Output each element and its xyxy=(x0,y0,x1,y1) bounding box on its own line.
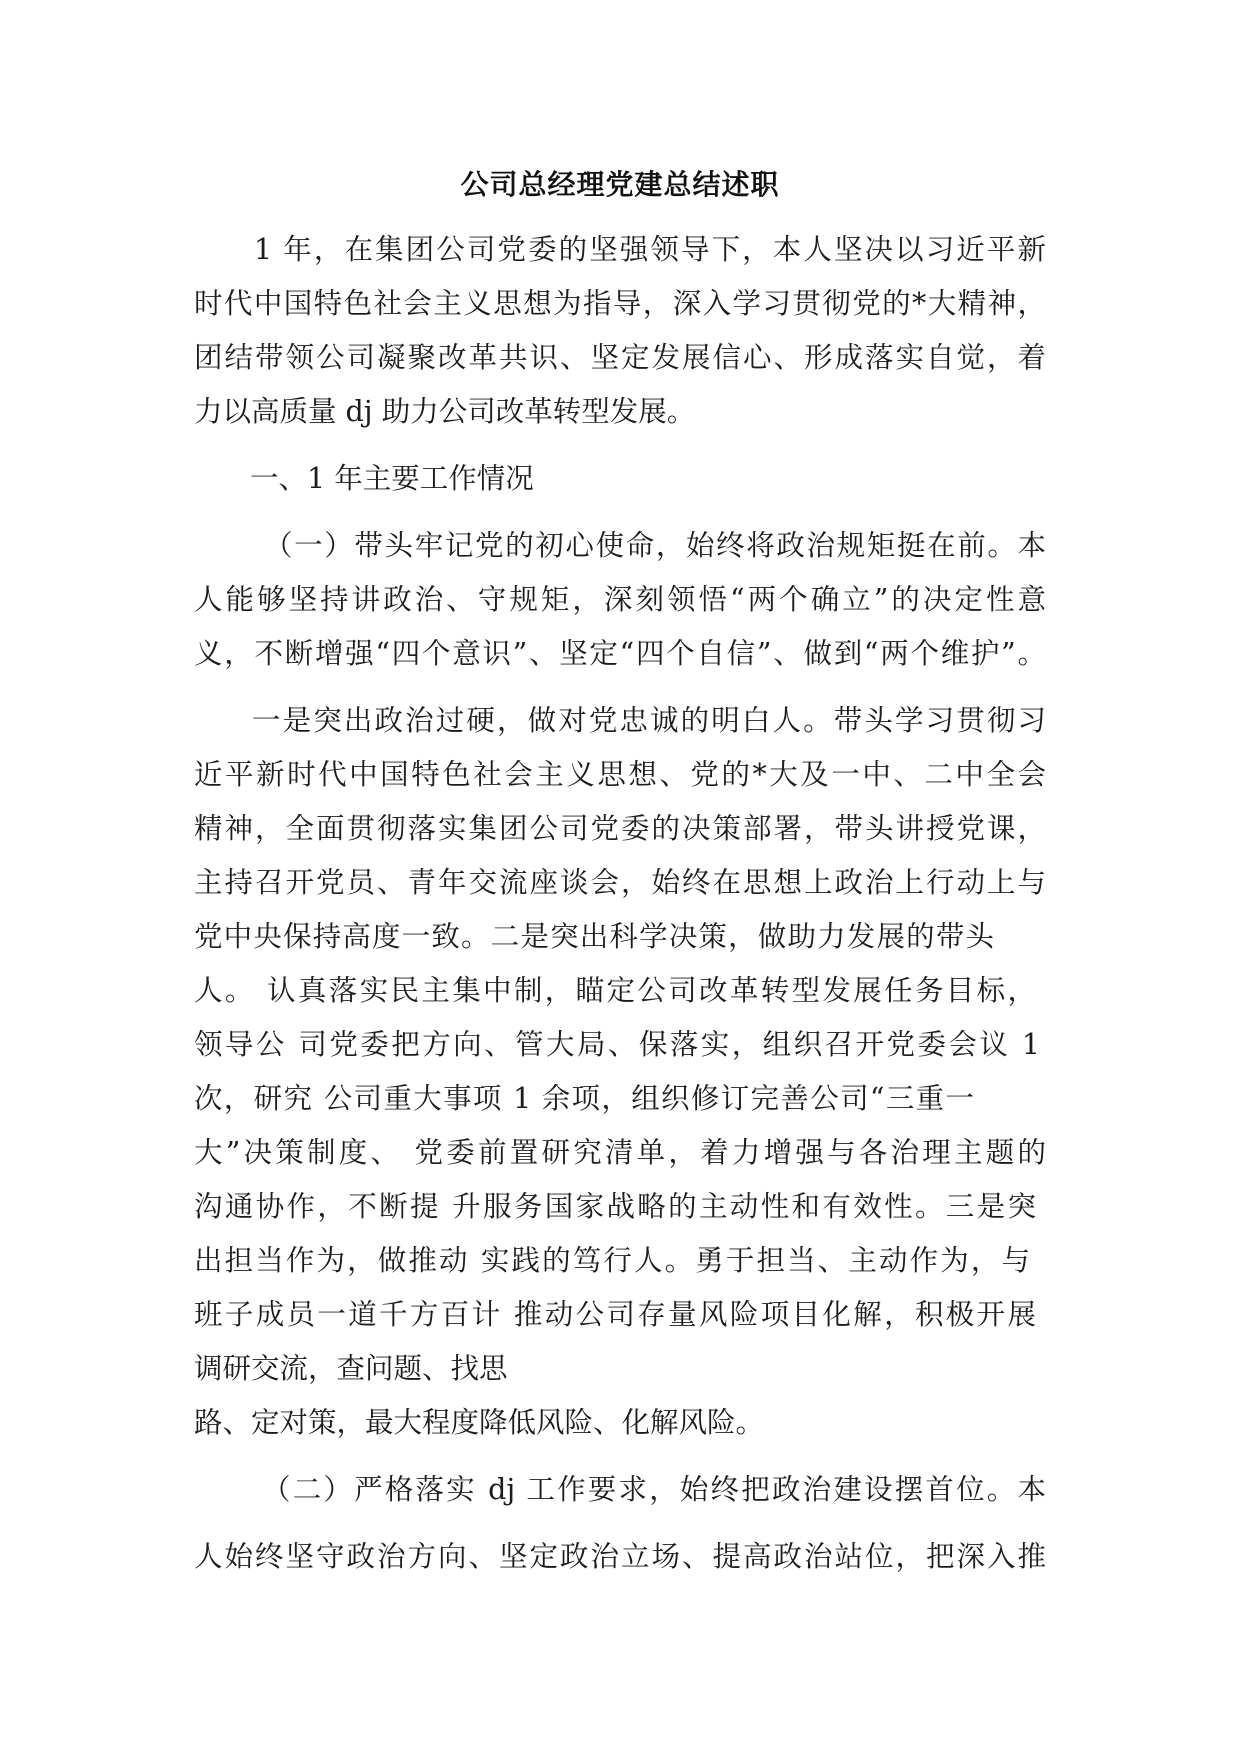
section-heading: 一、1 年主要工作情况 xyxy=(250,462,534,495)
paragraph-line: 时代中国特色社会主义思想为指导，深入学习贯彻党的*大精神， xyxy=(194,287,1046,320)
paragraph-line: 1 年，在集团公司党委的坚强领导下，本人坚决以习近平新 xyxy=(254,233,1046,266)
paragraph-line: 精神，全面贯彻落实集团公司党委的决策部署，带头讲授党课， xyxy=(194,812,1046,845)
paragraph-line: 大”决策制度、 党委前置研究清单，着力增强与各治理主题的 xyxy=(194,1136,1046,1169)
paragraph-line: 人。 认真落实民主集中制，瞄定公司改革转型发展任务目标， xyxy=(194,974,1036,1007)
paragraph-line: 力以高质量 dj 助力公司改革转型发展。 xyxy=(194,395,696,428)
paragraph-line: 领导公 司党委把方向、管大局、保落实，组织召开党委会议 1 xyxy=(194,1028,1040,1061)
paragraph-line: （一）带头牢记党的初心使命，始终将政治规矩挺在前。本 xyxy=(264,529,1046,562)
paragraph-line: 沟通协作，不断提 升服务国家战略的主动性和有效性。三是突 xyxy=(194,1190,1036,1223)
paragraph-line: 主持召开党员、青年交流座谈会，始终在思想上政治上行动上与 xyxy=(194,866,1046,899)
paragraph-line: 路、定对策，最大程度降低风险、化解风险。 xyxy=(194,1406,765,1439)
paragraph-line: 次，研究 公司重大事项 1 余项，组织修订完善公司“三重一 xyxy=(194,1082,974,1115)
paragraph-line: 近平新时代中国特色社会主义思想、党的*大及一中、二中全会 xyxy=(194,758,1046,791)
paragraph-line: 人能够坚持讲政治、守规矩，深刻领悟“两个确立”的决定性意 xyxy=(194,583,1046,616)
paragraph-line: 人始终坚守政治方向、坚定政治立场、提高政治站位，把深入推 xyxy=(194,1540,1046,1573)
document-title: 公司总经理党建总结述职 xyxy=(460,168,780,201)
paragraph-line: 义，不断增强“四个意识”、坚定“四个自信”、做到“两个维护”。 xyxy=(194,637,1046,670)
paragraph-line: 调研交流，查问题、找思 xyxy=(194,1352,508,1385)
paragraph-line: 一是突出政治过硬，做对党忠诚的明白人。带头学习贯彻习 xyxy=(252,704,1046,737)
paragraph-line: （二）严格落实 dj 工作要求，始终把政治建设摆首位。本 xyxy=(262,1473,1046,1506)
paragraph-line: 班子成员一道千方百计 推动公司存量风险项目化解，积极开展 xyxy=(194,1298,1036,1331)
paragraph-line: 出担当作为，做推动 实践的笃行人。勇于担当、主动作为，与 xyxy=(194,1244,1030,1277)
paragraph-line: 团结带领公司凝聚改革共识、坚定发展信心、形成落实自觉，着 xyxy=(194,341,1046,374)
paragraph-line: 党中央保持高度一致。二是突出科学决策，做助力发展的带头 xyxy=(194,920,994,953)
